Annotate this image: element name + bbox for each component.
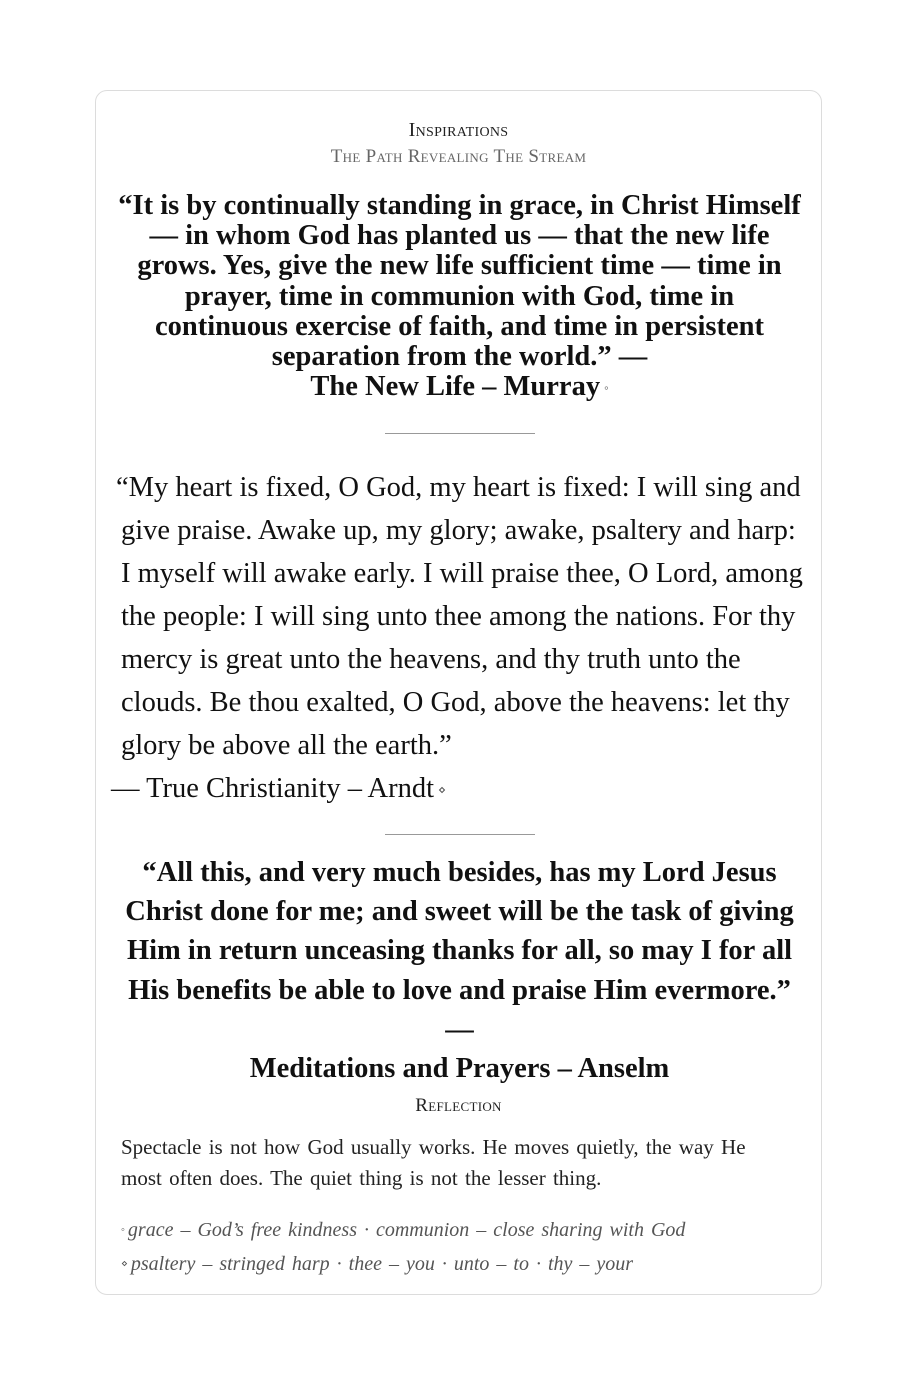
devotional-card: [95, 90, 822, 1295]
footnote-marker-circle: ◦: [604, 381, 609, 396]
reflection-heading: Reflection: [415, 1095, 502, 1116]
footnote-marker-diamond: ⋄: [121, 1258, 128, 1271]
quote-text: “All this, and very much besides, has my Lord Jesus Christ done for me; and sweet will be the task of giving Him in return unceasing thanks for all, so may I for all His benefits be able to love and praise Him evermore.” —: [125, 857, 794, 1045]
quote-arndt: [111, 466, 806, 812]
glossary-line: [121, 1253, 801, 1276]
footnote-marker-diamond: ⋄: [438, 782, 447, 797]
quote-text: “It is by continually standing in grace, in Christ Himself — in whom God has planted us — that the new life grows. Yes, give the new life sufficient time — time in prayer, time in communion with God, time in continuous exercise of faith, and time in persistent separation from the world.” —: [118, 190, 801, 373]
glossary-text: psaltery – stringed harp · thee – you · unto – to · thy – your: [130, 1253, 634, 1275]
section-kicker: Inspirations: [408, 119, 509, 141]
glossary-line: [121, 1219, 801, 1242]
quote-source-line: [111, 767, 806, 812]
page-subtitle: The Path Revealing The Stream: [330, 146, 587, 167]
footnote-marker-circle: ◦: [121, 1224, 125, 1237]
quote-text: “My heart is fixed, O God, my heart is fixed: I will sing and give praise. Awake up, my glory; awake, psaltery and harp: I myself will awake early. I will praise thee, O Lord, among the people: I will sing unto thee among the nations. For thy mercy is great unto the heavens, and thy truth unto the clouds. Be thou exalted, O God, above the heavens: let thy glory be above all the earth.”: [116, 472, 803, 761]
quote-source: — True Christianity – Arndt: [111, 773, 435, 804]
reflection-text: Spectacle is not how God usually works. He moves quietly, the way He most often does. The quiet thing is not the lesser thing.: [121, 1135, 746, 1190]
section-divider: [385, 433, 535, 434]
quote-source: Meditations and Prayers – Anselm: [249, 1053, 670, 1085]
quote-anselm: [116, 853, 803, 1088]
section-divider: [385, 834, 535, 835]
glossary-text: grace – God’s free kindness · communion – close sharing with God: [127, 1219, 686, 1241]
quote-murray: [116, 191, 803, 403]
quote-source: The New Life – Murray: [310, 371, 601, 403]
